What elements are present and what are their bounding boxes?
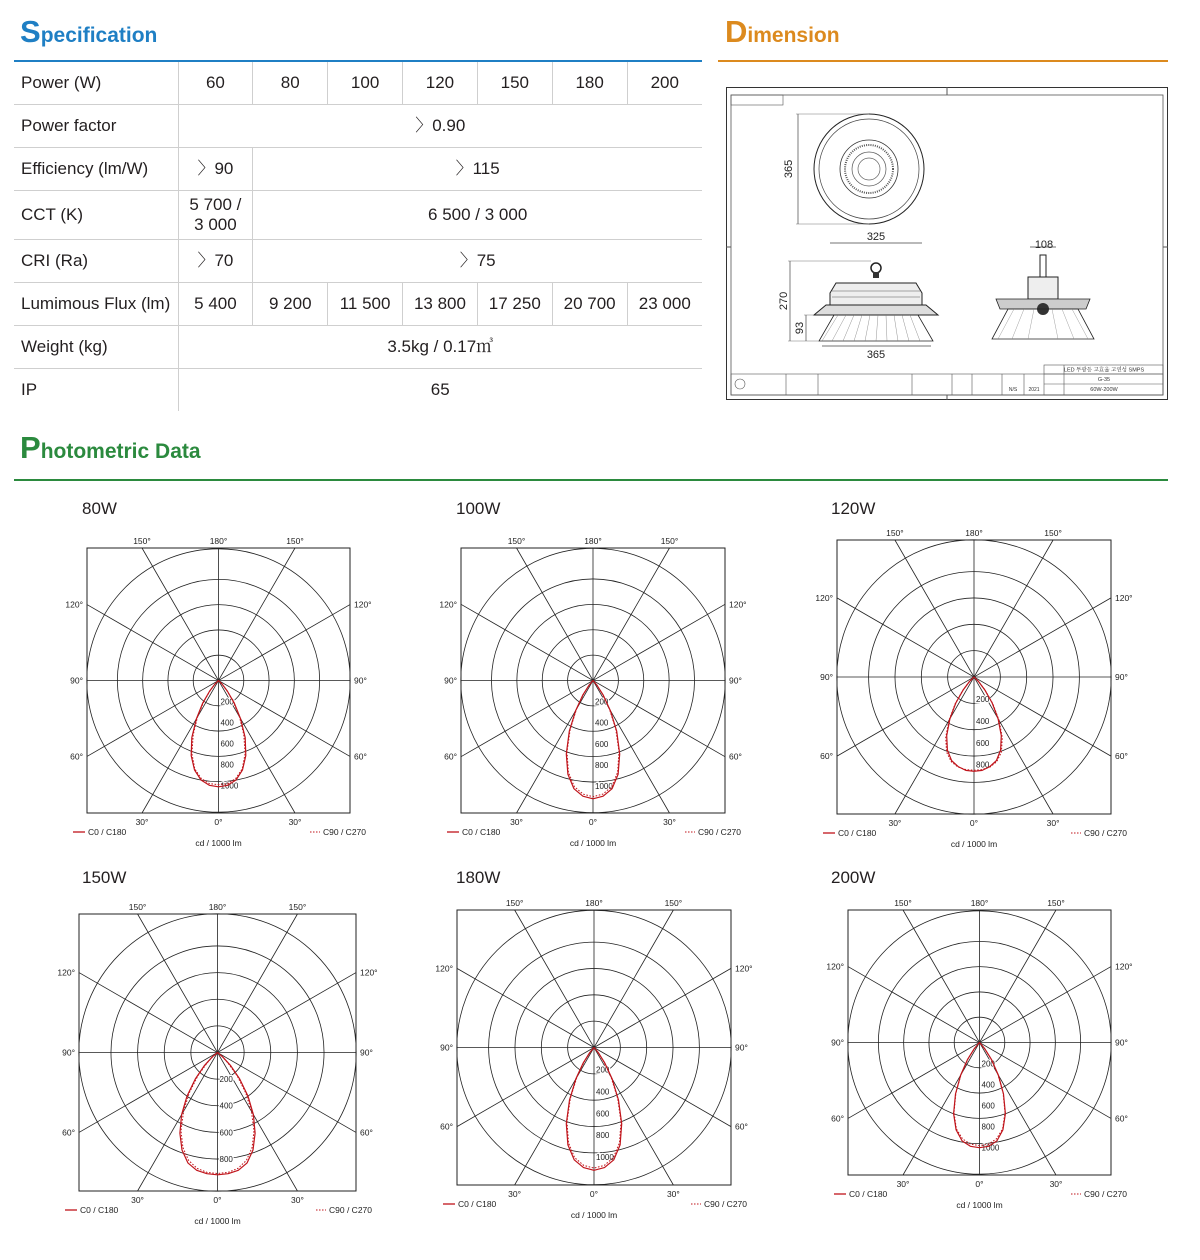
- angle-label: 120°: [826, 961, 844, 972]
- legend-label: C90 / C270: [1084, 1189, 1127, 1199]
- angle-label: 150°: [894, 898, 912, 908]
- angle-label: 90°: [70, 675, 83, 686]
- angle-label: 30°: [135, 817, 149, 827]
- radial-tick-label: 600: [220, 739, 234, 749]
- angle-label: 120°: [435, 963, 453, 974]
- angle-label: 30°: [888, 818, 902, 828]
- radial-tick-label: 1000: [596, 1153, 614, 1163]
- spec-cell: 60: [178, 62, 253, 105]
- spec-cell: 120: [403, 62, 478, 105]
- spec-cell: 17 250: [477, 283, 552, 326]
- title-block-year: 2021: [1028, 387, 1040, 393]
- dim-lower-height: 93: [794, 321, 806, 335]
- radial-tick-label: 600: [976, 738, 990, 748]
- legend-label: C0 / C180: [458, 1199, 497, 1209]
- chart-title: 120W: [831, 499, 876, 518]
- spec-row: [14, 62, 702, 105]
- spec-cell: 11 500: [328, 283, 403, 326]
- polar-chart-100w: [416, 530, 765, 863]
- radial-tick-label: 600: [596, 1109, 610, 1119]
- polar-chart-svg: [412, 892, 771, 1235]
- title-block-watts: 60W-200W: [1090, 387, 1118, 393]
- angle-label: 150°: [1044, 528, 1062, 538]
- spec-cell: 180: [552, 62, 627, 105]
- dimension-title: Dimension: [725, 14, 840, 49]
- radial-tick-label: 400: [981, 1080, 995, 1090]
- angle-label: 0°: [969, 818, 979, 828]
- spec-cell: 6 500 / 3 000: [253, 191, 702, 240]
- angle-label: 60°: [1115, 751, 1128, 762]
- unit-label: cd / 1000 lm: [570, 1210, 618, 1220]
- angle-label: 30°: [510, 817, 523, 827]
- angle-label: 150°: [660, 536, 679, 546]
- angle-label: 90°: [820, 672, 833, 682]
- spec-row-label: Power (W): [21, 73, 102, 92]
- chart-title: 180W: [456, 868, 501, 887]
- angle-label: 180°: [965, 528, 983, 538]
- spec-cell: 9 200: [253, 283, 328, 326]
- spec-cell: 〉115: [253, 148, 702, 191]
- spec-row: [14, 105, 702, 148]
- spec-row: [14, 283, 702, 326]
- legend-label: C90 / C270: [1084, 828, 1127, 838]
- spec-cell: 150: [477, 62, 552, 105]
- radial-tick-label: 200: [595, 697, 609, 707]
- angle-label: 30°: [663, 817, 676, 827]
- radial-tick-label: 800: [595, 760, 609, 770]
- radial-tick-label: 200: [976, 694, 990, 704]
- angle-label: 180°: [208, 902, 227, 912]
- angle-label: 120°: [439, 599, 457, 610]
- angle-label: 90°: [1115, 672, 1128, 682]
- angle-label: 150°: [128, 902, 147, 912]
- polar-chart-120w: [792, 522, 1151, 864]
- angle-label: 150°: [1047, 898, 1065, 908]
- spec-cell: 80: [253, 62, 328, 105]
- spec-cell: 13 800: [403, 283, 478, 326]
- angle-label: 120°: [354, 599, 372, 610]
- angle-label: 90°: [1115, 1037, 1128, 1048]
- angle-label: 120°: [57, 967, 75, 978]
- title-block-product: LED 투광등 고효율 고연성 SMPS: [1063, 367, 1145, 374]
- radial-tick-label: 600: [219, 1128, 233, 1138]
- unit-label: cd / 1000 lm: [956, 1200, 1003, 1210]
- angle-label: 150°: [664, 898, 683, 908]
- angle-label: 0°: [214, 817, 223, 827]
- title-block-scale: N/S: [1008, 387, 1018, 393]
- spec-row-label: Lumimous Flux (lm): [14, 283, 178, 326]
- spec-row: [14, 240, 702, 283]
- chart-title: 150W: [82, 868, 127, 887]
- angle-label: 120°: [815, 592, 833, 603]
- angle-label: 60°: [360, 1127, 373, 1138]
- angle-label: 0°: [589, 1189, 599, 1199]
- chart-title: 80W: [82, 499, 117, 518]
- radial-tick-label: 200: [219, 1075, 233, 1085]
- dim-side-width: 108: [1034, 239, 1054, 251]
- legend-label: C90 / C270: [329, 1205, 372, 1215]
- radial-tick-label: 200: [596, 1065, 610, 1075]
- radial-tick-label: 600: [981, 1101, 995, 1111]
- spec-row-label: Power factor: [14, 105, 178, 148]
- angle-label: 120°: [729, 599, 747, 610]
- spec-row-label: Efficiency (lm/W): [14, 148, 178, 191]
- angle-label: 120°: [1115, 961, 1133, 972]
- angle-label: 90°: [729, 675, 742, 686]
- angle-label: 90°: [354, 675, 367, 686]
- angle-label: 150°: [133, 536, 151, 546]
- legend-label: C0 / C180: [849, 1189, 888, 1199]
- angle-label: 90°: [831, 1037, 844, 1048]
- photometric-rule: [14, 479, 1168, 481]
- polar-chart-200w: [803, 892, 1151, 1225]
- polar-chart-180w: [412, 892, 771, 1235]
- angle-label: 30°: [1046, 818, 1060, 828]
- angle-label: 60°: [820, 751, 833, 762]
- angle-label: 90°: [62, 1047, 75, 1058]
- front-view: [778, 231, 938, 361]
- radial-tick-label: 1000: [220, 781, 239, 791]
- angle-label: 0°: [588, 817, 598, 827]
- radial-tick-label: 200: [981, 1059, 995, 1069]
- chart-title: 200W: [831, 868, 876, 887]
- radial-tick-label: 800: [596, 1131, 610, 1141]
- dim-body-width: 325: [866, 231, 886, 243]
- polar-chart-svg: [34, 896, 396, 1241]
- spec-cell: 20 700: [552, 283, 627, 326]
- radial-tick-label: 800: [976, 760, 990, 770]
- polar-chart-svg: [42, 530, 390, 863]
- polar-chart-80w: [42, 530, 390, 863]
- photometric-title: Photometric Data: [20, 430, 201, 465]
- angle-label: 60°: [444, 751, 457, 762]
- angle-label: 30°: [666, 1189, 680, 1199]
- dim-bottom-diameter: 365: [866, 349, 886, 361]
- legend-label: C90 / C270: [323, 827, 366, 837]
- angle-label: 60°: [735, 1121, 748, 1132]
- legend-label: C0 / C180: [462, 827, 501, 837]
- spec-row-label: IP: [14, 369, 178, 412]
- unit-label: cd / 1000 lm: [950, 839, 998, 849]
- angle-label: 0°: [213, 1195, 222, 1205]
- polar-chart-svg: [792, 522, 1151, 864]
- top-view: [783, 114, 924, 224]
- angle-label: 150°: [286, 536, 304, 546]
- angle-label: 60°: [70, 751, 83, 762]
- spec-cell: 〉90: [178, 148, 253, 191]
- angle-label: 90°: [360, 1047, 373, 1058]
- spec-row-label: CRI (Ra): [14, 240, 178, 283]
- polar-chart-150w: [34, 896, 396, 1241]
- spec-cell: 23 000: [627, 283, 702, 326]
- angle-label: 150°: [505, 898, 524, 908]
- radial-tick-label: 400: [596, 1087, 610, 1097]
- title-block-code: G-35: [1097, 377, 1111, 383]
- legend-label: C90 / C270: [704, 1199, 747, 1209]
- angle-label: 30°: [1049, 1179, 1063, 1189]
- spec-cell: 〉0.90: [178, 105, 702, 148]
- angle-label: 60°: [831, 1113, 844, 1124]
- angle-label: 120°: [65, 599, 83, 610]
- legend-label: C0 / C180: [838, 828, 877, 838]
- dimension-rule: [718, 60, 1168, 62]
- unit-label: cd / 1000 lm: [195, 838, 242, 848]
- specification-table: [14, 62, 702, 411]
- angle-label: 180°: [584, 536, 602, 546]
- radial-tick-label: 200: [220, 697, 234, 707]
- angle-label: 120°: [360, 967, 378, 978]
- chart-title: 100W: [456, 499, 501, 518]
- radial-tick-label: 800: [981, 1122, 995, 1132]
- angle-label: 30°: [508, 1189, 522, 1199]
- angle-label: 150°: [886, 528, 904, 538]
- angle-label: 30°: [131, 1195, 144, 1205]
- angle-label: 90°: [444, 675, 457, 686]
- angle-label: 120°: [735, 963, 753, 974]
- radial-tick-label: 1000: [595, 782, 613, 792]
- legend-label: C0 / C180: [88, 827, 127, 837]
- radial-tick-label: 1000: [981, 1143, 1000, 1153]
- legend-label: C0 / C180: [80, 1205, 119, 1215]
- angle-label: 180°: [209, 536, 228, 546]
- angle-label: 60°: [354, 751, 367, 762]
- angle-label: 60°: [1115, 1113, 1128, 1124]
- spec-cell: 3.5kg / 0.17㎥: [178, 326, 702, 369]
- dim-top-diameter: 365: [783, 159, 795, 179]
- angle-label: 180°: [970, 898, 989, 908]
- spec-cell: 5 700 / 3 000: [178, 191, 253, 240]
- radial-tick-label: 400: [220, 718, 234, 728]
- radial-tick-label: 800: [220, 760, 234, 770]
- spec-cell: 65: [178, 369, 702, 412]
- angle-label: 60°: [729, 751, 742, 762]
- dim-height: 270: [778, 291, 790, 311]
- spec-row: [14, 191, 702, 240]
- spec-cell: 〉75: [253, 240, 702, 283]
- spec-cell: 5 400: [178, 283, 253, 326]
- angle-label: 60°: [62, 1127, 75, 1138]
- spec-row-label: CCT (K): [14, 191, 178, 240]
- angle-label: 0°: [975, 1179, 984, 1189]
- unit-label: cd / 1000 lm: [569, 838, 617, 848]
- spec-row: [14, 326, 702, 369]
- angle-label: 30°: [896, 1179, 910, 1189]
- angle-label: 180°: [585, 898, 603, 908]
- radial-tick-label: 600: [595, 739, 609, 749]
- spec-row: [14, 369, 702, 412]
- dimension-drawing: [726, 87, 1168, 400]
- polar-chart-svg: [416, 530, 765, 863]
- spec-cell: 〉70: [178, 240, 253, 283]
- side-view: [992, 239, 1094, 339]
- radial-tick-label: 400: [219, 1101, 233, 1111]
- angle-label: 150°: [507, 536, 526, 546]
- angle-label: 120°: [1115, 592, 1133, 603]
- angle-label: 90°: [440, 1042, 453, 1053]
- angle-label: 60°: [440, 1121, 453, 1132]
- legend-label: C90 / C270: [698, 827, 741, 837]
- angle-label: 90°: [735, 1042, 748, 1053]
- polar-chart-svg: [803, 892, 1151, 1225]
- angle-label: 30°: [288, 817, 302, 827]
- spec-cell: 200: [627, 62, 702, 105]
- unit-label: cd / 1000 lm: [194, 1216, 241, 1226]
- radial-tick-label: 400: [976, 716, 990, 726]
- spec-row: [14, 148, 702, 191]
- specification-title: Specification: [20, 14, 158, 49]
- spec-row-label: Weight (kg): [14, 326, 178, 369]
- radial-tick-label: 400: [595, 718, 609, 728]
- spec-cell: 100: [328, 62, 403, 105]
- angle-label: 150°: [288, 902, 307, 912]
- angle-label: 30°: [291, 1195, 304, 1205]
- radial-tick-label: 800: [219, 1154, 233, 1164]
